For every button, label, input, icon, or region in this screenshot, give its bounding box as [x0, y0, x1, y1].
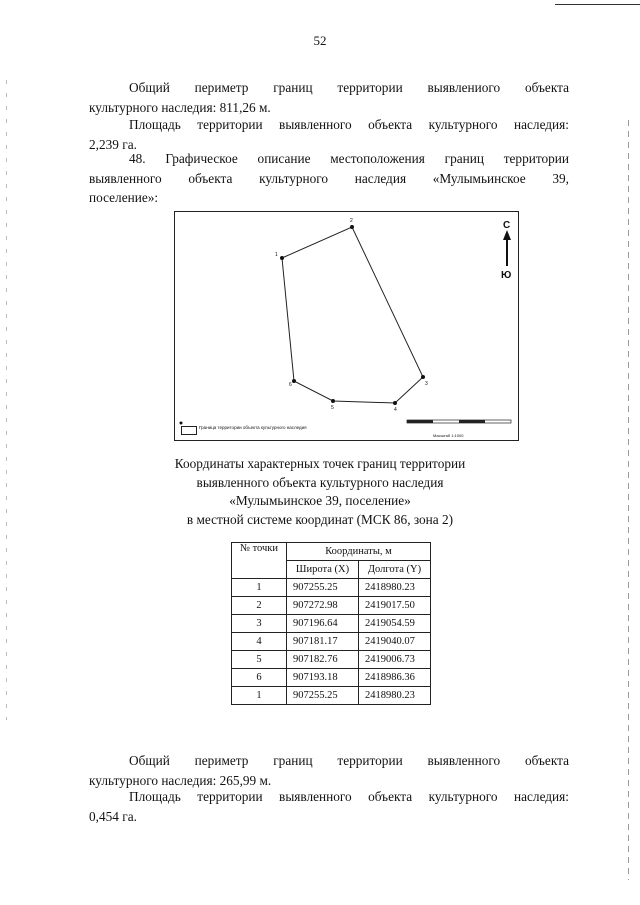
south-label: Ю: [501, 270, 512, 281]
paragraph-line: поселение»:: [89, 190, 159, 205]
table-row: [232, 687, 431, 705]
cell-latitude: 907181.17: [287, 633, 359, 651]
table-row: [232, 579, 431, 597]
header-coordinates: Координаты, м: [287, 543, 431, 561]
table-row: [232, 615, 431, 633]
point-label: 2: [350, 218, 353, 224]
boundary-polygon-svg: [175, 212, 520, 442]
paragraph-line: 2,239 га.: [89, 136, 137, 152]
paragraph-line: 48. Графическое описание местоположения границ территории: [129, 151, 569, 166]
paragraph-line: Площадь территории выявленного объекта культурного наследия:: [129, 117, 569, 132]
coordinates-table: [231, 542, 431, 705]
cell-point: 1: [232, 579, 287, 597]
header-latitude: Широта (X): [287, 561, 359, 579]
legend-swatch: [181, 426, 197, 435]
paragraph-line: Площадь территории выявленного объекта культурного наследия:: [129, 789, 569, 804]
table-row: [232, 669, 431, 687]
cell-latitude: 907193.18: [287, 669, 359, 687]
north-arrow-icon: [503, 230, 511, 240]
caption-line: в местной системе координат (МСК 86, зона 2): [186, 511, 454, 527]
paragraph-perimeter-2: [89, 751, 569, 790]
north-label: С: [503, 220, 511, 231]
cell-longitude: 2418980.23: [359, 687, 431, 705]
cell-point: 2: [232, 597, 287, 615]
paragraph-line: Общий периметр границ территории выявлениого объекта: [129, 80, 569, 95]
scale-label: Масштаб 1:1000: [433, 433, 464, 438]
scan-edge-left: [6, 80, 7, 720]
point-label: 5: [331, 405, 334, 411]
cell-latitude: 907272.98: [287, 597, 359, 615]
paragraph-line: культурного наследия: 811,26 м.: [89, 99, 271, 115]
boundary-map: [174, 211, 519, 441]
cell-latitude: 907255.25: [287, 687, 359, 705]
cell-point: 1: [232, 687, 287, 705]
cell-longitude: 2418986.36: [359, 669, 431, 687]
boundary-point: [292, 379, 296, 383]
table-header-row: [232, 543, 431, 561]
header-rule: [555, 4, 640, 5]
cell-point: 5: [232, 651, 287, 669]
point-label: 3: [425, 381, 428, 387]
paragraph-item-48: [89, 149, 569, 208]
boundary-polygon: [282, 227, 423, 403]
cell-latitude: 907255.25: [287, 579, 359, 597]
header-point-number: № точки: [232, 543, 287, 579]
boundary-point: [393, 401, 397, 405]
cell-longitude: 2419006.73: [359, 651, 431, 669]
cell-point: 3: [232, 615, 287, 633]
paragraph-line: 0,454 га.: [89, 808, 137, 824]
boundary-point: [280, 256, 284, 260]
cell-latitude: 907182.76: [287, 651, 359, 669]
boundary-point: [421, 375, 425, 379]
table-row: [232, 633, 431, 651]
scale-bar-segment: [407, 420, 433, 423]
cell-longitude: 2418980.23: [359, 579, 431, 597]
boundary-points: [280, 225, 425, 405]
caption-line: выявленного объекта культурного наследия: [196, 474, 444, 490]
header-longitude: Долгота (Y): [359, 561, 431, 579]
legend-marker: [180, 422, 183, 425]
cell-longitude: 2419017.50: [359, 597, 431, 615]
paragraph-perimeter-1: [89, 78, 569, 117]
paragraph-line: культурного наследия: 265,99 м.: [89, 772, 272, 788]
caption-line: «Мулымьинское 39, поселение»: [229, 493, 411, 508]
point-label: 1: [275, 252, 278, 258]
cell-longitude: 2419054.59: [359, 615, 431, 633]
cell-longitude: 2419040.07: [359, 633, 431, 651]
paragraph-area-2: [89, 787, 569, 826]
table-row: [232, 651, 431, 669]
point-label: 4: [394, 407, 397, 413]
scale-bar-segment: [459, 420, 485, 423]
paragraph-line: Общий периметр границ территории выявленного объекта: [129, 753, 569, 768]
page-number: 52: [313, 33, 327, 48]
legend-label: Граница территории объекта культурного наследия: [199, 425, 307, 430]
cell-latitude: 907196.64: [287, 615, 359, 633]
boundary-point: [350, 225, 354, 229]
boundary-point: [331, 399, 335, 403]
cell-point: 6: [232, 669, 287, 687]
table-row: [232, 597, 431, 615]
caption-line: Координаты характерных точек границ территории: [174, 456, 466, 471]
paragraph-line: выявленного объекта культурного наследия «Мулымьинское 39,: [89, 170, 569, 186]
cell-point: 4: [232, 633, 287, 651]
point-label: 6: [289, 382, 292, 388]
table-caption: [0, 455, 640, 529]
